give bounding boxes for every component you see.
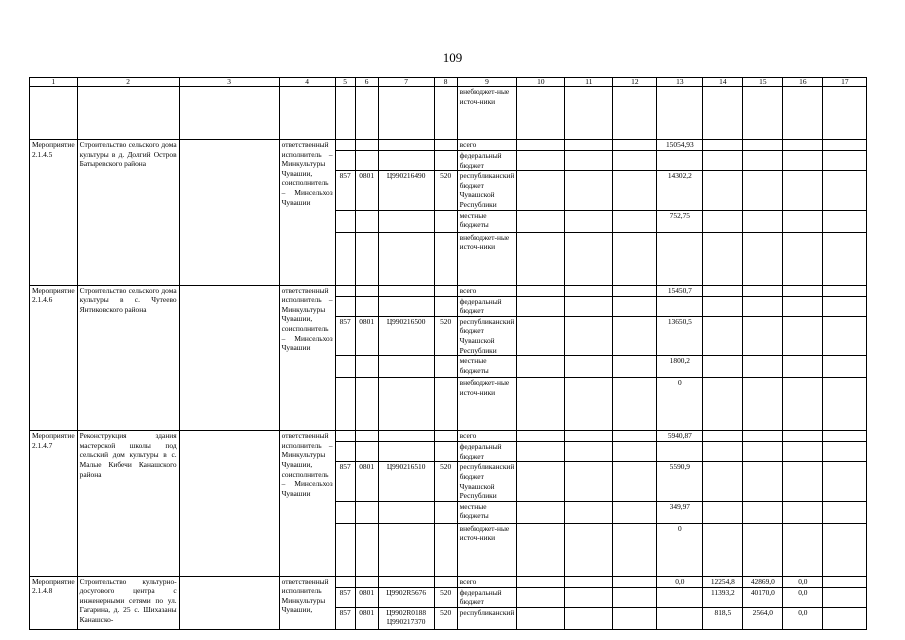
empty-cell bbox=[565, 431, 613, 442]
empty-cell bbox=[613, 232, 657, 285]
amount-c13 bbox=[657, 442, 703, 462]
empty-cell bbox=[355, 232, 378, 285]
funding-source: федеральный бюджет bbox=[457, 587, 517, 607]
column-number: 17 bbox=[823, 78, 867, 87]
empty-cell bbox=[613, 210, 657, 232]
empty-cell bbox=[179, 431, 279, 577]
empty-cell bbox=[517, 378, 565, 431]
code-grbs: 857 bbox=[335, 607, 355, 629]
amount-c15: 2564,0 bbox=[743, 607, 783, 629]
table-body bbox=[30, 78, 867, 630]
empty-cell bbox=[613, 607, 657, 629]
amount-c16 bbox=[783, 431, 823, 442]
empty-cell bbox=[378, 378, 434, 431]
empty-cell bbox=[355, 285, 378, 296]
page-number: 109 bbox=[442, 50, 463, 65]
code-rzpr bbox=[355, 576, 378, 587]
funding-source: республиканский бюджет Чувашской Республики bbox=[457, 462, 517, 501]
amount-c15 bbox=[743, 501, 783, 523]
amount-c15 bbox=[743, 431, 783, 442]
empty-cell bbox=[434, 285, 457, 296]
amount-c14 bbox=[703, 140, 743, 151]
empty-cell bbox=[378, 523, 434, 576]
amount-c13 bbox=[657, 232, 703, 285]
empty-cell bbox=[517, 210, 565, 232]
empty-cell bbox=[823, 151, 867, 171]
amount-c14 bbox=[703, 501, 743, 523]
empty-cell bbox=[823, 140, 867, 151]
code-vr bbox=[434, 576, 457, 587]
column-number: 15 bbox=[743, 78, 783, 87]
column-number: 1 bbox=[30, 78, 78, 87]
code-csr: Ц9902R0188 Ц990217370 bbox=[378, 607, 434, 629]
code-rzpr: 0801 bbox=[355, 587, 378, 607]
funding-source: внебюджет-ные источ-ники bbox=[457, 87, 517, 140]
amount-c13 bbox=[657, 587, 703, 607]
funding-source: республиканский бюджет Чувашской Республики bbox=[457, 316, 517, 355]
column-number: 7 bbox=[378, 78, 434, 87]
empty-cell bbox=[517, 87, 565, 140]
empty-cell bbox=[565, 140, 613, 151]
empty-cell bbox=[565, 378, 613, 431]
empty-cell bbox=[30, 87, 78, 140]
empty-cell bbox=[279, 87, 335, 140]
empty-cell bbox=[378, 296, 434, 316]
column-number: 5 bbox=[335, 78, 355, 87]
empty-cell bbox=[179, 140, 279, 286]
amount-c16 bbox=[783, 232, 823, 285]
amount-c16 bbox=[783, 296, 823, 316]
column-number: 16 bbox=[783, 78, 823, 87]
empty-cell bbox=[517, 140, 565, 151]
column-number-row bbox=[30, 78, 867, 87]
empty-cell bbox=[335, 501, 355, 523]
code-vr: 520 bbox=[434, 607, 457, 629]
amount-c13: 0 bbox=[657, 378, 703, 431]
empty-cell bbox=[823, 210, 867, 232]
amount-c13: 5590,9 bbox=[657, 462, 703, 501]
empty-cell bbox=[335, 442, 355, 462]
empty-cell bbox=[434, 140, 457, 151]
funding-source: всего bbox=[457, 140, 517, 151]
empty-cell bbox=[335, 285, 355, 296]
empty-cell bbox=[378, 140, 434, 151]
empty-cell bbox=[335, 140, 355, 151]
empty-cell bbox=[355, 431, 378, 442]
empty-cell bbox=[434, 210, 457, 232]
empty-cell bbox=[378, 210, 434, 232]
amount-c16 bbox=[783, 356, 823, 378]
amount-c15 bbox=[743, 356, 783, 378]
empty-cell bbox=[613, 378, 657, 431]
empty-cell bbox=[823, 442, 867, 462]
column-number: 8 bbox=[434, 78, 457, 87]
amount-c13: 0 bbox=[657, 523, 703, 576]
empty-cell bbox=[565, 171, 613, 210]
empty-cell bbox=[434, 431, 457, 442]
amount-c14 bbox=[703, 151, 743, 171]
empty-cell bbox=[378, 442, 434, 462]
code-grbs bbox=[335, 576, 355, 587]
funding-source: всего bbox=[457, 576, 517, 587]
continuation-row bbox=[30, 87, 867, 140]
empty-cell bbox=[565, 285, 613, 296]
empty-cell bbox=[823, 378, 867, 431]
amount-c14 bbox=[703, 316, 743, 355]
empty-cell bbox=[378, 431, 434, 442]
amount-c16 bbox=[783, 462, 823, 501]
empty-cell bbox=[613, 151, 657, 171]
column-number: 14 bbox=[703, 78, 743, 87]
empty-cell bbox=[613, 576, 657, 587]
code-grbs: 857 bbox=[335, 171, 355, 210]
empty-cell bbox=[565, 87, 613, 140]
amount-c14 bbox=[703, 462, 743, 501]
amount-c14 bbox=[703, 523, 743, 576]
amount-c15 bbox=[743, 285, 783, 296]
empty-cell bbox=[355, 378, 378, 431]
empty-cell bbox=[179, 576, 279, 629]
empty-cell bbox=[378, 501, 434, 523]
empty-cell bbox=[77, 87, 179, 140]
amount-c14 bbox=[703, 442, 743, 462]
column-number: 10 bbox=[517, 78, 565, 87]
empty-cell bbox=[517, 462, 565, 501]
empty-cell bbox=[517, 431, 565, 442]
amount-c16 bbox=[783, 151, 823, 171]
amount-c14 bbox=[703, 296, 743, 316]
amount-c13: 5940,87 bbox=[657, 431, 703, 442]
empty-cell bbox=[335, 431, 355, 442]
empty-cell bbox=[565, 523, 613, 576]
empty-cell bbox=[613, 431, 657, 442]
executor: ответственный исполнитель Минкультуры Чувашии, bbox=[279, 576, 335, 629]
amount-c13 bbox=[657, 151, 703, 171]
empty-cell bbox=[517, 171, 565, 210]
amount-c14 bbox=[703, 210, 743, 232]
amount-c15 bbox=[743, 232, 783, 285]
empty-cell bbox=[565, 576, 613, 587]
amount-c16: 0,0 bbox=[783, 607, 823, 629]
empty-cell bbox=[378, 151, 434, 171]
amount-c15 bbox=[743, 210, 783, 232]
amount-c14 bbox=[703, 285, 743, 296]
activity-id: Мероприятие 2.1.4.6 bbox=[30, 285, 78, 431]
empty-cell bbox=[823, 356, 867, 378]
amount-c14: 818,5 bbox=[703, 607, 743, 629]
funding-source: местные бюджеты bbox=[457, 210, 517, 232]
empty-cell bbox=[613, 296, 657, 316]
empty-cell bbox=[179, 87, 279, 140]
amount-c15 bbox=[743, 442, 783, 462]
code-rzpr: 0801 bbox=[355, 607, 378, 629]
code-csr: Ц9902R5676 bbox=[378, 587, 434, 607]
empty-cell bbox=[378, 356, 434, 378]
amount-c13: 752,75 bbox=[657, 210, 703, 232]
empty-cell bbox=[378, 87, 434, 140]
empty-cell bbox=[335, 87, 355, 140]
funding-source: федеральный бюджет bbox=[457, 442, 517, 462]
amount-c14 bbox=[703, 356, 743, 378]
empty-cell bbox=[517, 285, 565, 296]
amount-c16 bbox=[783, 316, 823, 355]
code-csr: Ц990216490 bbox=[378, 171, 434, 210]
code-csr: Ц990216510 bbox=[378, 462, 434, 501]
empty-cell bbox=[434, 151, 457, 171]
table-row bbox=[30, 140, 867, 151]
empty-cell bbox=[335, 356, 355, 378]
empty-cell bbox=[565, 232, 613, 285]
funding-source: федеральный бюджет bbox=[457, 151, 517, 171]
amount-c16 bbox=[783, 210, 823, 232]
empty-cell bbox=[823, 576, 867, 587]
empty-cell bbox=[565, 210, 613, 232]
table-row bbox=[30, 431, 867, 442]
empty-cell bbox=[335, 151, 355, 171]
empty-cell bbox=[517, 232, 565, 285]
empty-cell bbox=[783, 87, 823, 140]
empty-cell bbox=[517, 356, 565, 378]
code-vr: 520 bbox=[434, 462, 457, 501]
empty-cell bbox=[613, 356, 657, 378]
amount-c16 bbox=[783, 442, 823, 462]
empty-cell bbox=[823, 431, 867, 442]
activity-name: Строительство сельского дома культуры в д. Долгий Остров Батыревского района bbox=[77, 140, 179, 286]
amount-c13: 15054,93 bbox=[657, 140, 703, 151]
amount-c13: 1800,2 bbox=[657, 356, 703, 378]
activity-name: Строительство культурно-досугового центра с инженерными сетями по ул. Гагарина, д. 25 с. Шихазаны Канашско- bbox=[77, 576, 179, 629]
empty-cell bbox=[565, 356, 613, 378]
empty-cell bbox=[565, 587, 613, 607]
empty-cell bbox=[434, 501, 457, 523]
executor: ответственный исполнитель – Минкультуры Чувашии, соисполнитель – Минсельхоз Чувашии bbox=[279, 140, 335, 286]
empty-cell bbox=[378, 285, 434, 296]
amount-c16 bbox=[783, 285, 823, 296]
empty-cell bbox=[613, 442, 657, 462]
amount-c15 bbox=[743, 171, 783, 210]
empty-cell bbox=[355, 210, 378, 232]
amount-c16 bbox=[783, 501, 823, 523]
empty-cell bbox=[613, 316, 657, 355]
amount-c14 bbox=[703, 431, 743, 442]
empty-cell bbox=[335, 296, 355, 316]
amount-c16 bbox=[783, 140, 823, 151]
empty-cell bbox=[434, 87, 457, 140]
funding-source: внебюджет-ные источ-ники bbox=[457, 232, 517, 285]
empty-cell bbox=[823, 501, 867, 523]
amount-c15: 40170,0 bbox=[743, 587, 783, 607]
amount-c15 bbox=[743, 523, 783, 576]
amount-c16 bbox=[783, 378, 823, 431]
empty-cell bbox=[517, 296, 565, 316]
empty-cell bbox=[517, 523, 565, 576]
empty-cell bbox=[517, 607, 565, 629]
activity-id: Мероприятие 2.1.4.8 bbox=[30, 576, 78, 629]
empty-cell bbox=[355, 296, 378, 316]
empty-cell bbox=[613, 501, 657, 523]
empty-cell bbox=[613, 87, 657, 140]
empty-cell bbox=[613, 523, 657, 576]
amount-c14 bbox=[703, 378, 743, 431]
amount-c15 bbox=[743, 316, 783, 355]
empty-cell bbox=[823, 171, 867, 210]
empty-cell bbox=[517, 316, 565, 355]
empty-cell bbox=[434, 442, 457, 462]
funding-source: республиканский bbox=[457, 607, 517, 629]
empty-cell bbox=[434, 356, 457, 378]
empty-cell bbox=[823, 607, 867, 629]
empty-cell bbox=[823, 87, 867, 140]
empty-cell bbox=[517, 587, 565, 607]
funding-source: федеральный бюджет bbox=[457, 296, 517, 316]
empty-cell bbox=[355, 501, 378, 523]
empty-cell bbox=[355, 356, 378, 378]
amount-c13 bbox=[657, 296, 703, 316]
amount-c16: 0,0 bbox=[783, 576, 823, 587]
amount-c13 bbox=[657, 607, 703, 629]
code-grbs: 857 bbox=[335, 587, 355, 607]
table-row bbox=[30, 285, 867, 296]
empty-cell bbox=[355, 151, 378, 171]
column-number: 11 bbox=[565, 78, 613, 87]
code-rzpr: 0801 bbox=[355, 316, 378, 355]
activity-id: Мероприятие 2.1.4.5 bbox=[30, 140, 78, 286]
empty-cell bbox=[565, 501, 613, 523]
empty-cell bbox=[565, 151, 613, 171]
code-csr: Ц990216500 bbox=[378, 316, 434, 355]
column-number: 3 bbox=[179, 78, 279, 87]
empty-cell bbox=[565, 442, 613, 462]
amount-c13: 14302,2 bbox=[657, 171, 703, 210]
amount-c16 bbox=[783, 171, 823, 210]
funding-source: внебюджет-ные источ-ники bbox=[457, 378, 517, 431]
amount-c14 bbox=[703, 232, 743, 285]
empty-cell bbox=[743, 87, 783, 140]
empty-cell bbox=[823, 285, 867, 296]
amount-c16: 0,0 bbox=[783, 587, 823, 607]
empty-cell bbox=[823, 296, 867, 316]
empty-cell bbox=[823, 523, 867, 576]
empty-cell bbox=[434, 296, 457, 316]
code-grbs: 857 bbox=[335, 316, 355, 355]
budget-table bbox=[29, 77, 867, 630]
empty-cell bbox=[434, 378, 457, 431]
amount-c15 bbox=[743, 296, 783, 316]
code-vr: 520 bbox=[434, 316, 457, 355]
activity-name: Реконструкция здания мастерской школы под сельский дом культуры в с. Малые Кибечи Канашского района bbox=[77, 431, 179, 577]
funding-source: местные бюджеты bbox=[457, 356, 517, 378]
code-rzpr: 0801 bbox=[355, 171, 378, 210]
empty-cell bbox=[335, 378, 355, 431]
amount-c13: 13650,5 bbox=[657, 316, 703, 355]
empty-cell bbox=[613, 587, 657, 607]
empty-cell bbox=[434, 232, 457, 285]
empty-cell bbox=[565, 462, 613, 501]
funding-source: всего bbox=[457, 431, 517, 442]
amount-c14: 12254,8 bbox=[703, 576, 743, 587]
empty-cell bbox=[565, 316, 613, 355]
empty-cell bbox=[613, 462, 657, 501]
empty-cell bbox=[517, 151, 565, 171]
activity-id: Мероприятие 2.1.4.7 bbox=[30, 431, 78, 577]
amount-c15 bbox=[743, 140, 783, 151]
empty-cell bbox=[517, 501, 565, 523]
amount-c15 bbox=[743, 378, 783, 431]
empty-cell bbox=[517, 442, 565, 462]
executor: ответственный исполнитель – Минкультуры Чувашии, соисполнитель – Минсельхоз Чувашии bbox=[279, 285, 335, 431]
column-number: 12 bbox=[613, 78, 657, 87]
table-row bbox=[30, 576, 867, 587]
empty-cell bbox=[613, 285, 657, 296]
empty-cell bbox=[565, 607, 613, 629]
code-rzpr: 0801 bbox=[355, 462, 378, 501]
empty-cell bbox=[613, 140, 657, 151]
funding-source: внебюджет-ные источ-ники bbox=[457, 523, 517, 576]
empty-cell bbox=[335, 523, 355, 576]
column-number: 4 bbox=[279, 78, 335, 87]
empty-cell bbox=[823, 232, 867, 285]
code-csr bbox=[378, 576, 434, 587]
funding-source: местные бюджеты bbox=[457, 501, 517, 523]
empty-cell bbox=[355, 87, 378, 140]
executor: ответственный исполнитель – Минкультуры Чувашии, соисполнитель – Минсельхоз Чувашии bbox=[279, 431, 335, 577]
amount-c13: 15450,7 bbox=[657, 285, 703, 296]
empty-cell bbox=[434, 523, 457, 576]
amount-c14: 11393,2 bbox=[703, 587, 743, 607]
empty-cell bbox=[378, 232, 434, 285]
empty-cell bbox=[355, 523, 378, 576]
empty-cell bbox=[335, 232, 355, 285]
amount-c15 bbox=[743, 151, 783, 171]
amount-c13: 349,97 bbox=[657, 501, 703, 523]
empty-cell bbox=[657, 87, 703, 140]
amount-c15: 42869,0 bbox=[743, 576, 783, 587]
empty-cell bbox=[823, 462, 867, 501]
amount-c14 bbox=[703, 171, 743, 210]
empty-cell bbox=[823, 316, 867, 355]
code-vr: 520 bbox=[434, 171, 457, 210]
empty-cell bbox=[517, 576, 565, 587]
empty-cell bbox=[703, 87, 743, 140]
amount-c15 bbox=[743, 462, 783, 501]
empty-cell bbox=[823, 587, 867, 607]
code-grbs: 857 bbox=[335, 462, 355, 501]
empty-cell bbox=[613, 171, 657, 210]
empty-cell bbox=[355, 140, 378, 151]
amount-c16 bbox=[783, 523, 823, 576]
activity-name: Строительство сельского дома культуры в с. Чутеево Янтиковского района bbox=[77, 285, 179, 431]
funding-source: республиканский бюджет Чувашской Республики bbox=[457, 171, 517, 210]
amount-c13: 0,0 bbox=[657, 576, 703, 587]
column-number: 9 bbox=[457, 78, 517, 87]
empty-cell bbox=[355, 442, 378, 462]
column-number: 6 bbox=[355, 78, 378, 87]
funding-source: всего bbox=[457, 285, 517, 296]
column-number: 13 bbox=[657, 78, 703, 87]
empty-cell bbox=[179, 285, 279, 431]
empty-cell bbox=[565, 296, 613, 316]
code-vr: 520 bbox=[434, 587, 457, 607]
column-number: 2 bbox=[77, 78, 179, 87]
empty-cell bbox=[335, 210, 355, 232]
